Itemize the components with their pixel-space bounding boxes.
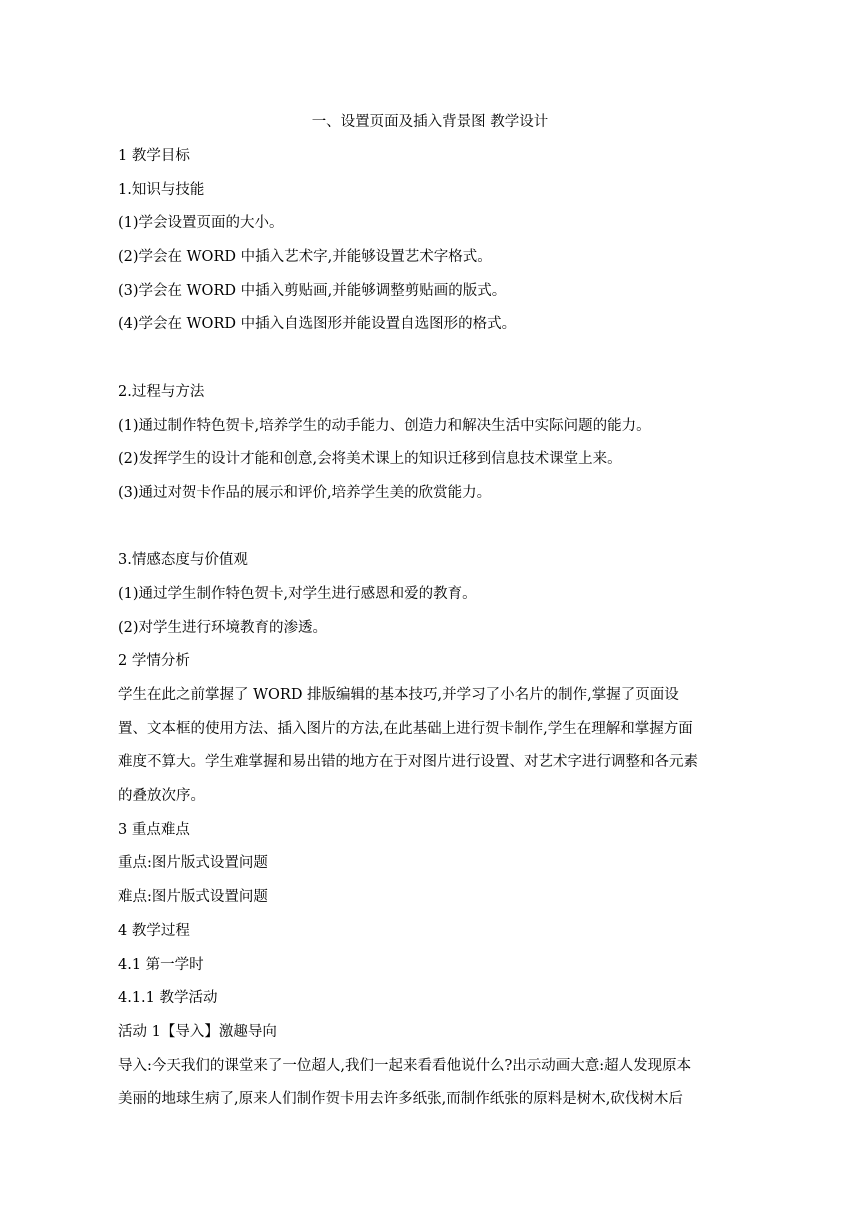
paragraph-line: 导入:今天我们的课堂来了一位超人,我们一起来看看他说什么?出示动画大意:超人发现原本 — [118, 1058, 692, 1074]
section-heading-teaching-process: 4 教学过程 — [118, 923, 190, 939]
paragraph-line: 美丽的地球生病了,原来人们制作贺卡用去许多纸张,而制作纸张的原料是树木,砍伐树木后 — [118, 1091, 683, 1107]
paragraph-line: (2)学会在 WORD 中插入艺术字,并能够设置艺术字格式。 — [118, 249, 492, 265]
paragraph-line: (1)通过学生制作特色贺卡,对学生进行感恩和爱的教育。 — [118, 586, 477, 602]
paragraph-line: 学生在此之前掌握了 WORD 排版编辑的基本技巧,并学习了小名片的制作,掌握了页面设 — [118, 687, 679, 703]
subheading-knowledge-skills: 1.知识与技能 — [118, 182, 205, 198]
document-title: 一、设置页面及插入背景图 教学设计 — [311, 114, 549, 130]
paragraph-line: 难点:图片版式设置问题 — [118, 889, 268, 905]
paragraph-line: (2)对学生进行环境教育的渗透。 — [118, 620, 328, 636]
subheading-first-lesson: 4.1 第一学时 — [118, 957, 204, 973]
paragraph-line: (3)通过对贺卡作品的展示和评价,培养学生美的欣赏能力。 — [118, 485, 492, 501]
paragraph-line: 的叠放次序。 — [118, 788, 205, 804]
paragraph-line: (1)学会设置页面的大小。 — [118, 215, 284, 231]
paragraph-line: (3)学会在 WORD 中插入剪贴画,并能够调整剪贴画的版式。 — [118, 283, 507, 299]
activity-heading: 活动 1【导入】激趣导向 — [118, 1024, 277, 1040]
paragraph-line: (2)发挥学生的设计才能和创意,会将美术课上的知识迁移到信息技术课堂上来。 — [118, 451, 622, 467]
paragraph-line: 难度不算大。学生难掌握和易出错的地方在于对图片进行设置、对艺术字进行调整和各元素 — [118, 754, 698, 770]
subheading-attitude-values: 3.情感态度与价值观 — [118, 552, 248, 568]
section-heading-key-points: 3 重点难点 — [118, 822, 190, 838]
paragraph-line: 置、文本框的使用方法、插入图片的方法,在此基础上进行贺卡制作,学生在理解和掌握方面 — [118, 721, 693, 737]
paragraph-line: (1)通过制作特色贺卡,培养学生的动手能力、创造力和解决生活中实际问题的能力。 — [118, 418, 651, 434]
subheading-teaching-activities: 4.1.1 教学活动 — [118, 990, 218, 1006]
section-heading-objectives: 1 教学目标 — [118, 148, 190, 164]
paragraph-line: (4)学会在 WORD 中插入自选图形并能设置自选图形的格式。 — [118, 316, 517, 332]
section-heading-student-analysis: 2 学情分析 — [118, 653, 190, 669]
paragraph-line: 重点:图片版式设置问题 — [118, 855, 268, 871]
subheading-process-method: 2.过程与方法 — [118, 384, 205, 400]
